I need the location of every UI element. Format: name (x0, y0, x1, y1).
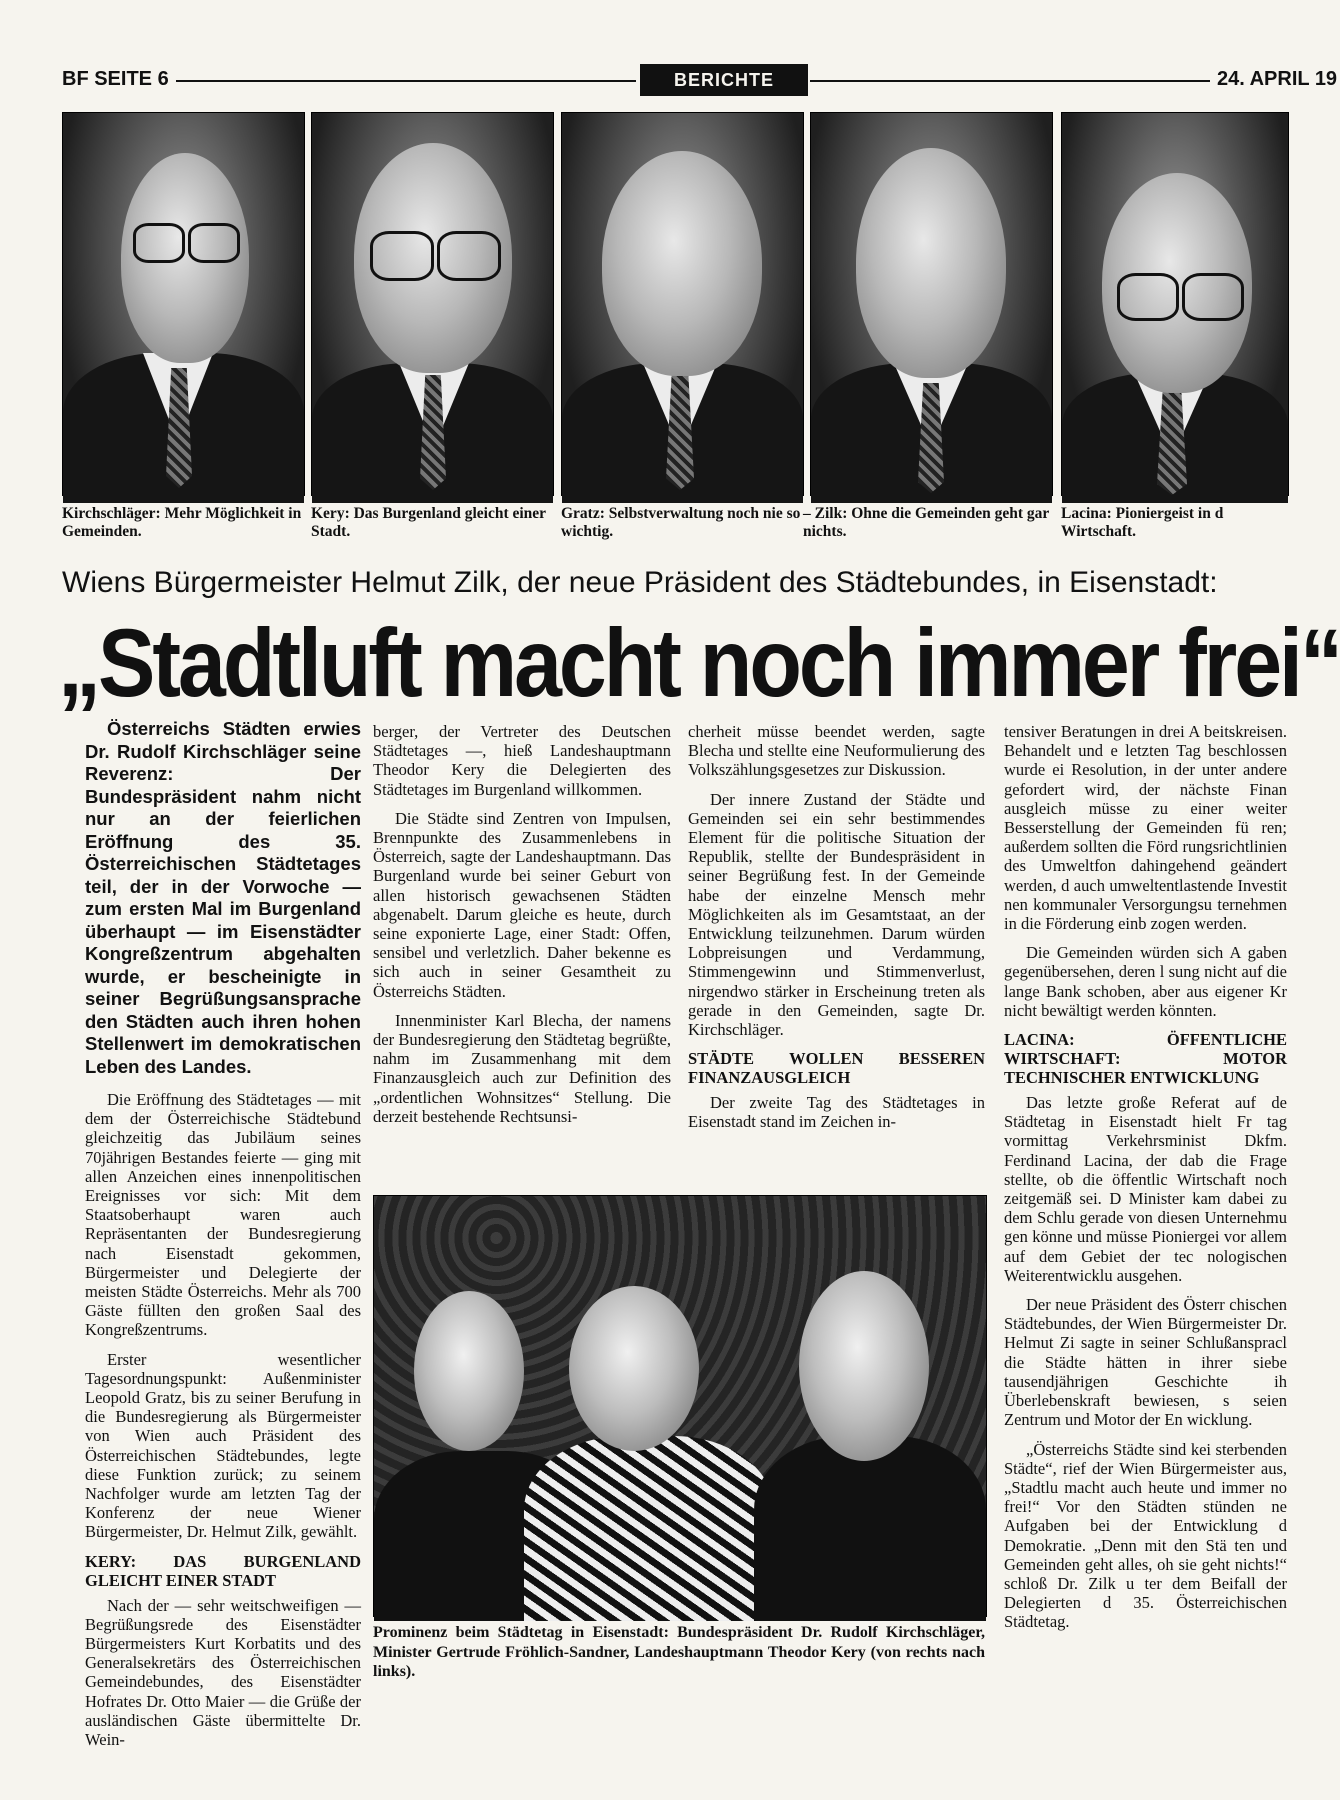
lead-paragraph: Österreichs Städten erwies Dr. Rudolf Kirchschläger seine Reverenz: Der Bundespräsident nahm nicht nur an der feierlichen Eröffnung des 35. Österreichischen Städtetages teil, der in der Vorwoche — zum ersten Mal im Burgenland überhaupt — im Eisenstädter Kongreßzentrum abgehalten wurde, er bescheinigte in seiner Begrüßungsansprache den Städten auch ihren hohen Stellenwert im demokratischen Leben des Landes. (85, 718, 361, 1077)
kicker: Wiens Bürgermeister Helmut Zilk, der neue Präsident des Städtebundes, in Eisenstadt: (62, 566, 1218, 599)
portrait-caption-4: – Zilk: Ohne die Gemeinden geht gar nichts. (803, 505, 1050, 540)
body-paragraph: Erster wesentlicher Tagesordnungspunkt: Außenminister Leopold Gratz, bis zu seiner Berufung in die Bundesregierung als Bürgermeister von Wien auch Präsident des Österreichischen Städtebundes, legte diese Funktion zurück; zu seinem Nachfolger wurde am letzten Tag der Konferenz der neue Wiener Bürgermeister, Dr. Helmut Zilk, gewählt. (85, 1349, 361, 1542)
page-number: BF SEITE 6 (62, 68, 169, 90)
body-paragraph: Die Städte sind Zentren von Impulsen, Brennpunkte des Zusammenlebens in Österreich, sagte der Landeshauptmann. Das Burgenland wurde bei seiner Geburt von allen historisch gewachsenen Städten abgenabelt. Darum gleiche es heute, durch seine exponierte Lage, einer Stadt: Offen, sensibel und verletzlich. Daher bekenne es sich auch in seiner Gesamtheit zu Österreichs Städten. (373, 808, 671, 1001)
column-1 (85, 718, 361, 1759)
header-rule-left (176, 80, 636, 82)
column-2 (373, 722, 671, 1136)
portrait-caption-5: Lacina: Pioniergeist in d Wirtschaft. (1061, 505, 1224, 540)
body-paragraph: Die Eröffnung des Städtetages — mit dem der Österreichische Städtebund gleichzeitig das Jubiläum seines 70jährigen Bestandes feierte — ging mit allen Anzeichen eines innenpolitischen Ereignisses vor sich: Mit dem Staatsoberhaupt waren auch Repräsentanten der Bundesregierung nach Eisenstadt gekommen, Bürgermeister und Delegierte der meisten Städte Österreichs. Mehr als 700 Gäste füllten den großen Saal des Kongreßzentrums. (85, 1090, 361, 1340)
portrait-caption-3: Gratz: Selbstverwaltung noch nie so wichtig. (561, 505, 801, 540)
headline: „Stadtluft macht noch immer frei“ (58, 610, 1340, 718)
column-4 (1004, 722, 1287, 1642)
column-3 (688, 722, 985, 1142)
portrait-photo-5 (1061, 112, 1289, 496)
body-paragraph: berger, der Vertreter des Deutschen Städtetages —, hieß Landeshauptmann Theodor Kery die Delegierten des Städtetages im Burgenland willkommen. (373, 722, 671, 799)
portrait-photo-1 (62, 112, 305, 496)
body-paragraph: Nach der — sehr weitschweifigen — Begrüßungsrede des Eisenstädter Bürgermeisters Kurt Korbatits und des Generalsekretärs des Österreichischen Gemeindebundes, des Eisenstädter Hofrates Dr. Otto Maier — die Grüße der ausländischen Gäste übermittelte Dr. Wein- (85, 1595, 361, 1750)
page-header (62, 64, 1338, 94)
subheading: KERY: DAS BURGENLAND GLEICHT EINER STADT (85, 1551, 361, 1590)
issue-date: 24. APRIL 19 (1217, 68, 1338, 90)
body-paragraph: tensiver Beratungen in drei A beitskreisen. Behandelt und e letzten Tag beschlossen wurde ei Resolution, in der unter andere gefordert wird, der nächste Finan ausgleich müsse zu einer weiter Besserstellung der Gemeinden fü ren; außerdem sollten die Förd rungsrichtlinien des Umweltfon dahingehend geändert werden, d auch umweltentlastende Investit nen kommunaler Versorgungsu ternehmen in die Förderung einb zogen werden. (1004, 722, 1287, 934)
portrait-photo-2 (311, 112, 554, 496)
portrait-photo-4 (810, 112, 1053, 496)
photo-person-right (754, 1436, 986, 1621)
body-paragraph: Innenminister Karl Blecha, der namens der Bundesregierung den Städtetag begrüßte, nahm im Zusammenhang mit dem Finanzausgleich auch zur Definition des „ordentlichen Wohnsitzes“ Stellung. Die derzeit bestehende Rechtsunsi- (373, 1010, 671, 1126)
event-photo-caption: Prominenz beim Städtetag in Eisenstadt: Bundespräsident Dr. Rudolf Kirchschläger, Minister Gertrude Fröhlich-Sandner, Landeshauptmann Theodor Kery (von rechts nach links). (373, 1624, 985, 1680)
subheading: STÄDTE WOLLEN BESSEREN FINANZAUSGLEICH (688, 1049, 985, 1088)
photo-person-center (524, 1436, 774, 1621)
body-paragraph: Der zweite Tag des Städtetages in Eisenstadt stand im Zeichen in- (688, 1093, 985, 1132)
section-label: BERICHTE (640, 64, 808, 96)
body-paragraph: „Österreichs Städte sind kei sterbenden Städte“, rief der Wien Bürgermeister aus, „Stadtlu macht auch heute und immer no frei!“ Vor den Städten stünden ne Aufgaben bei der Entwicklung d Demokratie. „Denn mit den Stä ten und Gemeinden geht alles, oh sie geht nichts!“ schloß Dr. Zilk u ter dem Beifall der Delegierten d 35. Österreichischen Städtetag. (1004, 1439, 1287, 1632)
portrait-photo-3 (561, 112, 804, 496)
header-rule-right (810, 80, 1210, 82)
portrait-caption-1: Kirchschläger: Mehr Möglichkeit in Gemeinden. (62, 505, 302, 540)
subheading: LACINA: ÖFFENTLICHE WIRTSCHAFT: MOTOR TECHNISCHER ENTWICKLUNG (1004, 1030, 1287, 1088)
portrait-caption-2: Kery: Das Burgenland gleicht einer Stadt. (311, 505, 546, 540)
body-paragraph: Der neue Präsident des Österr chischen Städtebundes, der Wien Bürgermeister Dr. Helmut Zi sagte in seiner Schlußanspracl die Städte hätten in ihrer siebe tausendjährigen Geschichte ih Überlebenskraft bewiesen, s seien Zentrum und Motor der En wicklung. (1004, 1295, 1287, 1430)
body-paragraph: Die Gemeinden würden sich A gaben gegenübersehen, deren l sung nicht auf die lange Bank schoben, aber aus eigener Kr nicht bewältigt werden könnten. (1004, 943, 1287, 1020)
body-paragraph: cherheit müsse beendet werden, sagte Blecha und stellte eine Neuformulierung des Volkszählungsgesetzes zur Diskussion. (688, 722, 985, 780)
body-paragraph: Das letzte große Referat auf de Städtetag in Eisenstadt hielt Fr tag vormittag Verkehrsminist Dkfm. Ferdinand Lacina, der dab die Frage stellte, ob die öffentlic Wirtschaft noch zeitgemäß sei. D Minister kam dabei zu dem Schlu gerade von diesen Unternehmu gen könne und müsse Pioniergei vor allem auf dem Gebiet der tec nologischen Weiterentwicklu ausgehen. (1004, 1093, 1287, 1285)
event-photo (373, 1195, 987, 1617)
body-paragraph: Der innere Zustand der Städte und Gemeinden sei ein sehr bestimmendes Element für die politische Situation der Republik, stellte der Bundespräsident in seiner Begrüßung fest. In der Gemeinde habe der einzelne Mensch mehr Möglichkeiten als im Gesamtstaat, an der Entwicklung teilzunehmen. Darum würden Lobpreisungen und Verdammung, Stimmengewinn und Stimmenverlust, nirgendwo stärker in Erscheinung treten als gerade in den Gemeinden, sagte Dr. Kirchschläger. (688, 789, 985, 1040)
